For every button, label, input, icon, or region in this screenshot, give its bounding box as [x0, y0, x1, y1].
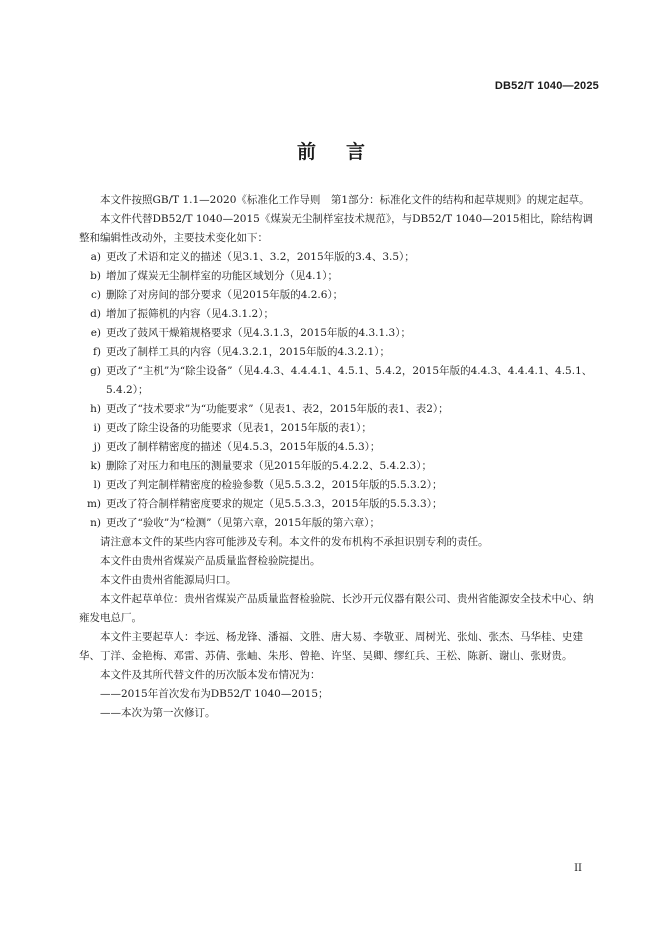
change-item [79, 476, 600, 495]
change-item [79, 286, 600, 305]
change-item [79, 324, 600, 343]
change-label: f) [93, 346, 101, 358]
change-label: b) [90, 270, 101, 282]
change-text: 增加了煤炭无尘制样室的功能区域划分（见4.1）； [106, 270, 338, 282]
change-label: i) [93, 422, 101, 434]
change-text: 更改了符合制样精密度要求的规定（见5.5.3.3，2015年版的5.5.3.3）； [106, 498, 443, 510]
change-text: 更改了鼓风干燥箱规格要求（见4.3.1.3，2015年版的4.3.1.3）； [106, 327, 411, 339]
change-text: 更改了术语和定义的描述（见3.1、3.2，2015年版的3.4、3.5）； [106, 251, 415, 263]
change-text: 更改了“验收”为“检测”（见第六章，2015年版的第六章）； [106, 517, 380, 529]
change-text: 更改了“主机”为“除尘设备”（见4.4.3、4.4.4.1、4.5.1、5.4.2，2015年版的4.4.3、4.4.4.1、4.5.1、5.4.2）； [106, 365, 593, 396]
history-item: ——2015年首次发布为DB52/T 1040—2015； [100, 688, 329, 700]
change-item [79, 495, 600, 514]
change-label: k) [90, 460, 101, 472]
change-label: l) [93, 479, 101, 491]
note-paragraph: 本文件主要起草人：李远、杨龙锋、潘福、文胜、唐大易、李敬亚、周树光、张灿、张杰、马华桂、史建华、丁洋、金艳梅、邓雷、苏倩、张岫、朱彤、曾艳、许坚、吴卿、缪红兵、王松、陈新、谢山、张财贵。 [79, 631, 583, 662]
page-title-char: 前 [296, 141, 316, 163]
change-item [79, 457, 600, 476]
change-label: j) [93, 441, 101, 453]
change-label: a) [90, 251, 101, 263]
page-title [0, 137, 662, 164]
change-text: 更改了制样工具的内容（见4.3.2.1，2015年版的4.3.2.1）； [106, 346, 390, 358]
change-item [79, 267, 600, 286]
change-label: g) [90, 365, 101, 377]
change-text: 更改了判定制样精密度的检验参数（见5.5.3.2，2015年版的5.5.3.2）； [106, 479, 443, 491]
change-item [79, 362, 600, 400]
change-item [79, 438, 600, 457]
document-number: DB52/T 1040—2025 [494, 80, 599, 92]
history-item: ——本次为第一次修订。 [100, 707, 216, 719]
change-label: e) [90, 327, 101, 339]
intro-paragraph: 本文件按照GB/T 1.1—2020《标准化工作导则 第1部分：标准化文件的结构和起草规则》的规定起草。 [100, 194, 590, 206]
change-text: 更改了“技术要求”为“功能要求”（见表1、表2，2015年版的表1、表2）； [106, 403, 449, 415]
change-item [79, 343, 600, 362]
change-list [79, 248, 600, 533]
change-text: 增加了振筛机的内容（见4.3.1.2）； [106, 308, 274, 320]
change-label: d) [90, 308, 101, 320]
note-paragraph: 本文件起草单位：贵州省煤炭产品质量监督检验院、长沙开元仪器有限公司、贵州省能源安全技术中心、纳雍发电总厂。 [79, 593, 594, 624]
foreword-body [79, 191, 600, 723]
change-text: 删除了对房间的部分要求（见2015年版的4.2.6）； [106, 289, 344, 301]
note-paragraph: 本文件及其所代替文件的历次版本发布情况为： [100, 669, 321, 681]
change-item [79, 514, 600, 533]
change-label: h) [90, 403, 101, 415]
page-title-char: 言 [346, 141, 366, 163]
change-item [79, 248, 600, 267]
change-text: 更改了除尘设备的功能要求（见表1，2015年版的表1）； [106, 422, 372, 434]
note-paragraph: 本文件由贵州省能源局归口。 [100, 574, 237, 586]
change-item [79, 305, 600, 324]
change-item [79, 400, 600, 419]
intro-paragraph: 本文件代替DB52/T 1040—2015《煤炭无尘制样室技术规范》，与DB52/T 1040—2015相比，除结构调整和编辑性改动外，主要技术变化如下： [79, 213, 593, 244]
note-paragraph: 请注意本文件的某些内容可能涉及专利。本文件的发布机构不承担识别专利的责任。 [100, 536, 489, 548]
change-text: 删除了对压力和电压的测量要求（见2015年版的5.4.2.2、5.4.2.3）； [106, 460, 432, 472]
change-text: 更改了制样精密度的描述（见4.5.3，2015年版的4.5.3）； [106, 441, 381, 453]
change-label: c) [91, 289, 101, 301]
note-paragraph: 本文件由贵州省煤炭产品质量监督检验院提出。 [100, 555, 321, 567]
change-label: m) [86, 498, 101, 510]
change-item [79, 419, 600, 438]
page-number: II [574, 863, 582, 874]
change-label: n) [90, 517, 101, 529]
